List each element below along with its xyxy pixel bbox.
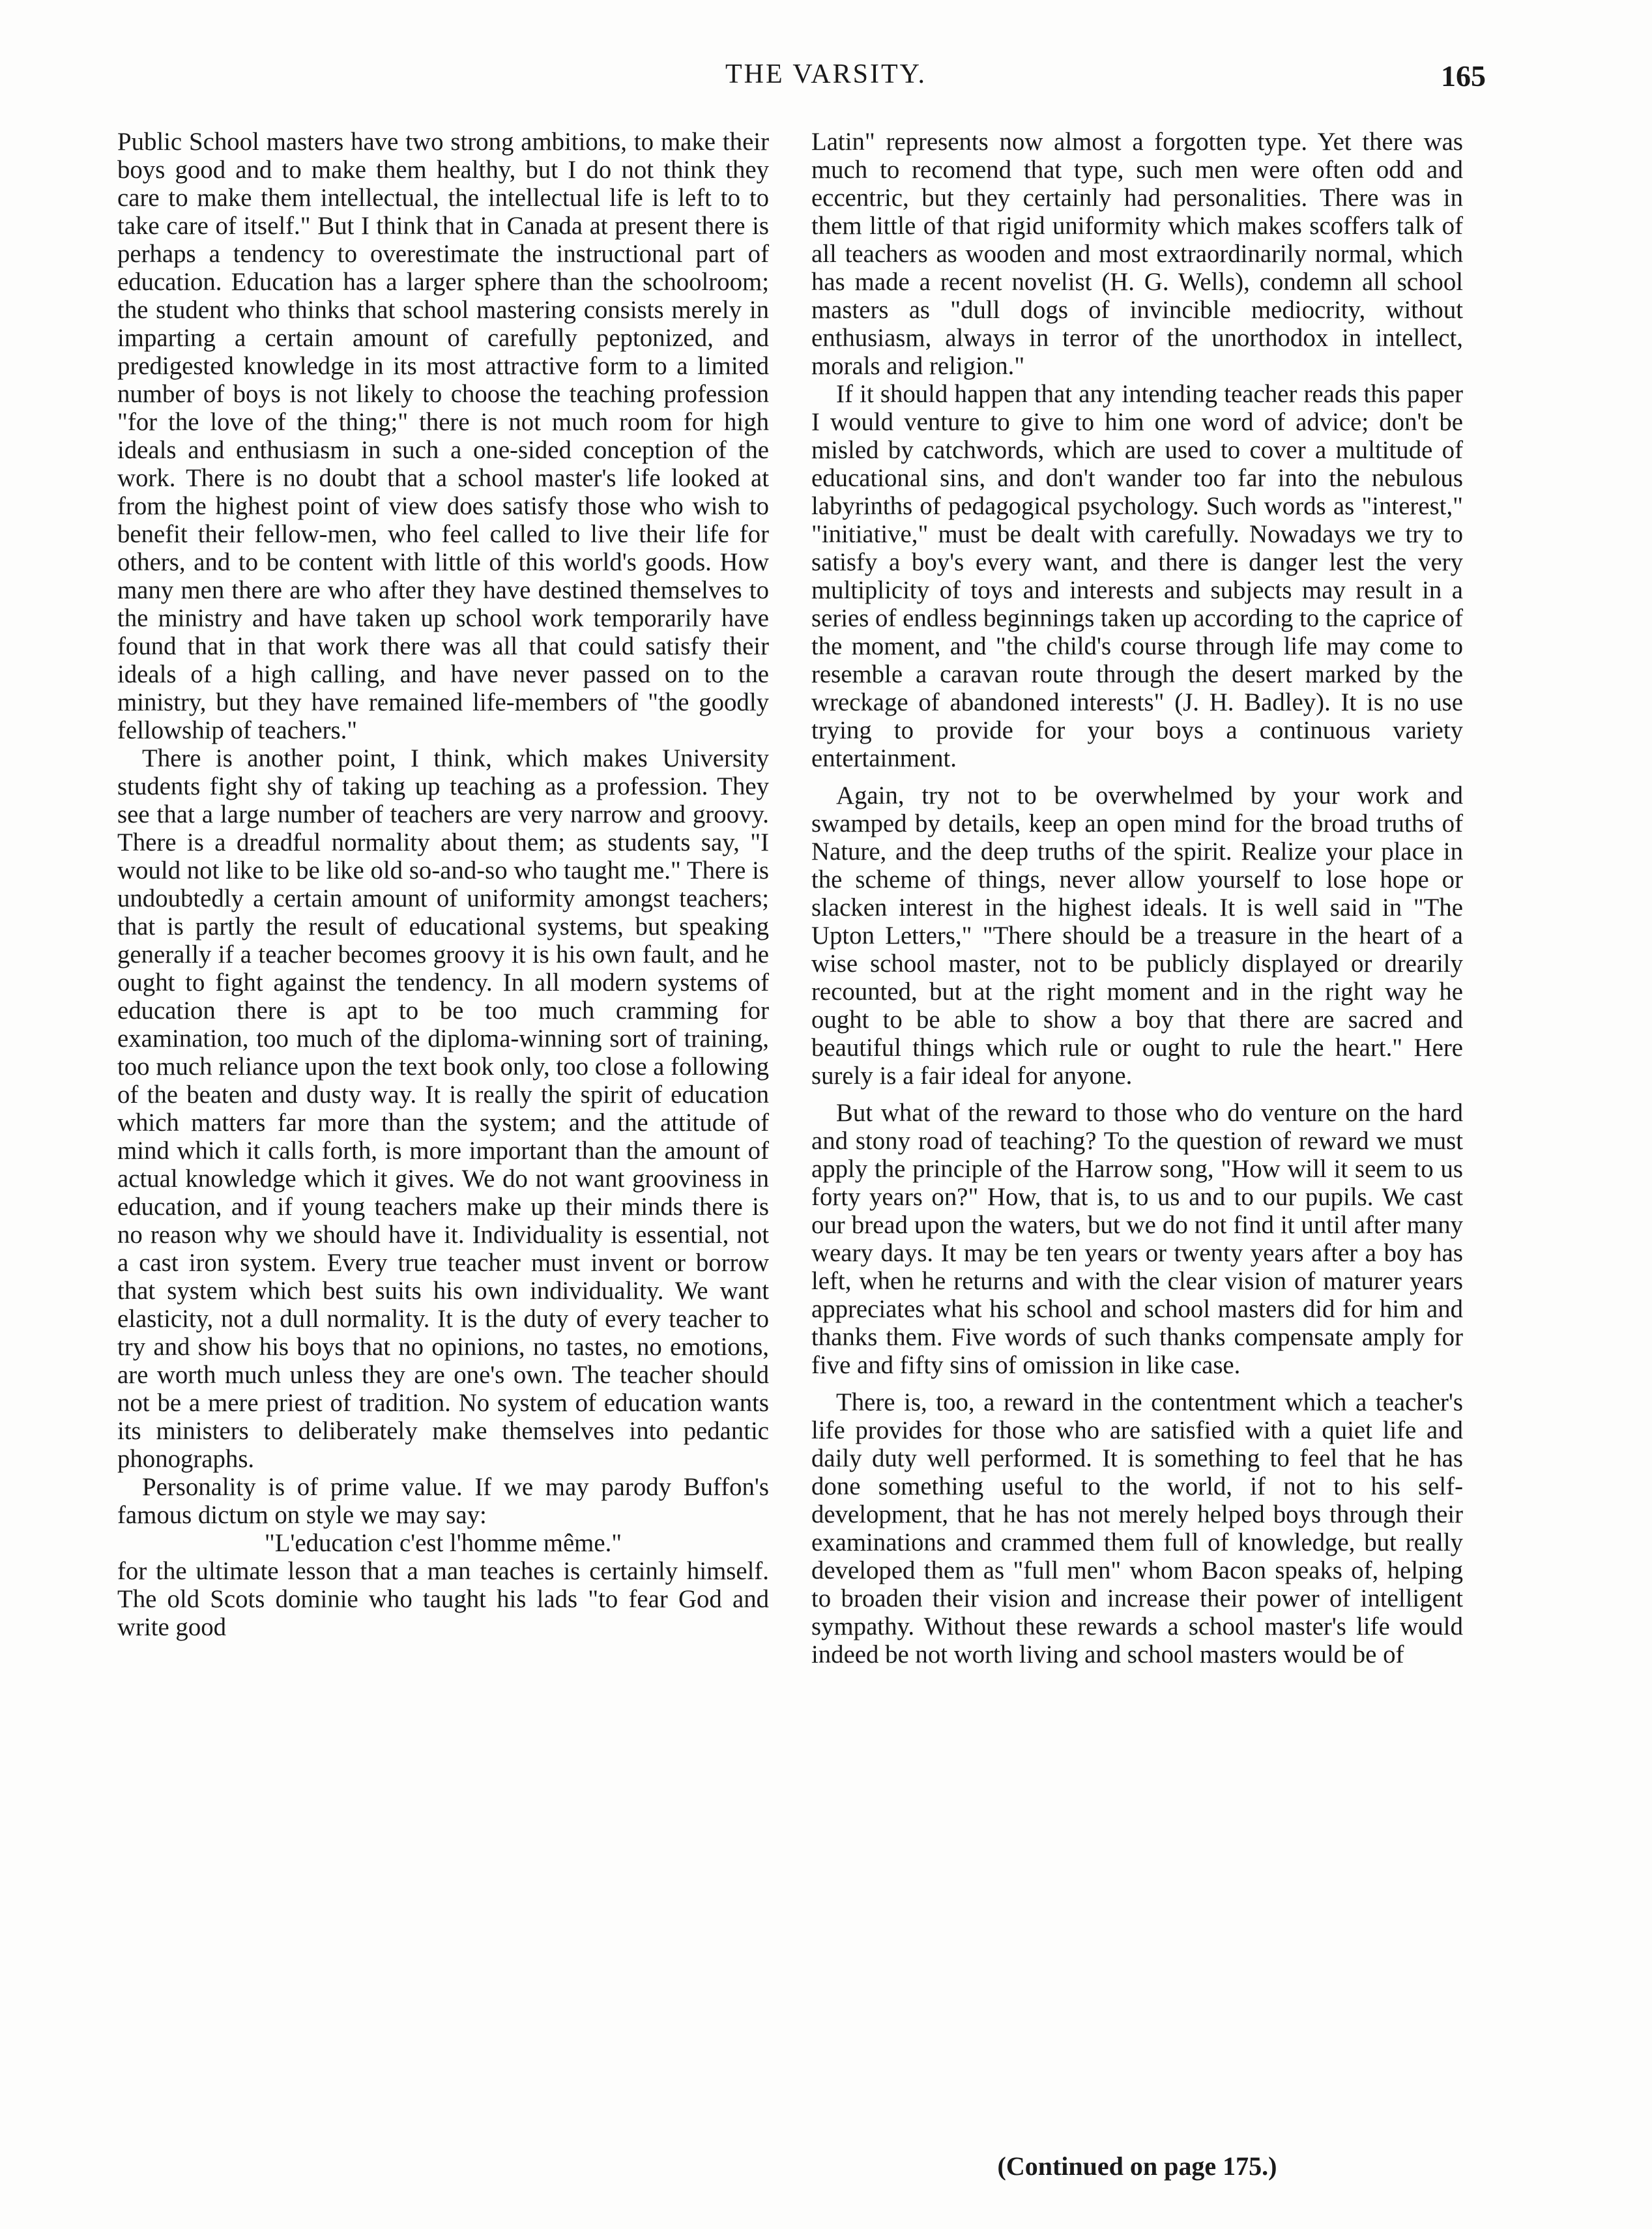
paragraph: If it should happen that any intending teacher reads this paper I would venture to give to him one word of advice; don't be misled by catchwords, which are used to cover a multitude of educational sins, and don't wander too far into the nebulous labyrinths of pedagogical psychology. Such words as "interest," "initiative," must be dealt with carefully. Nowadays we try to satisfy a boy's every want, and there is danger lest the very multiplicity of toys and interests and subjects may result in a series of endless beginnings taken up according to the caprice of the moment, and "the child's course through life may come to resemble a caravan route through the desert marked by the wreckage of abandoned interests" (J. H. Badley). It is no use trying to provide for your boys a continuous variety entertainment. — [811, 380, 1463, 772]
page-number: 165 — [1441, 59, 1486, 93]
paragraph: Personality is of prime value. If we may parody Buffon's famous dictum on style we may say: — [117, 1473, 769, 1529]
paragraph: But what of the reward to those who do venture on the hard and stony road of teaching? To the question of reward we must apply the principle of the Harrow song, "How will it seem to us forty years on?" How, that is, to us and to our pupils. We cast our bread upon the waters, but we do not find it until after many weary days. It may be ten years or twenty years after a boy has left, when he returns and with the clear vision of maturer years appreciates what his school and school masters did for him and thanks them. Five words of such thanks compensate amply for five and fifty sins of omission in like case. — [811, 1099, 1463, 1379]
block-quote: "L'education c'est l'homme même." — [264, 1529, 622, 1557]
paragraph: There is another point, I think, which makes University students fight shy of taking up teaching as a profession. They see that a large number of teachers are very narrow and groovy. There is a dreadful normality about them; as students say, "I would not like to be like old so-and-so who taught me." There is undoubtedly a certain amount of uniformity amongst teachers; that is partly the result of educational systems, but speaking generally if a teacher becomes groovy it is his own fault, and he ought to fight against the tendency. In all modern systems of education there is apt to be too much cramming for examination, too much of the diploma-winning sort of training, too much reliance upon the text book only, too close a following of the beaten and dusty way. It is really the spirit of education which matters far more than the system; and the attitude of mind which it calls forth, is more important than the amount of actual knowledge which it gives. We do not want grooviness in education, and if young teachers make up their minds there is no reason why we should have it. Individuality is essential, not a cast iron system. Every true teacher must invent or borrow that system which best suits his own individuality. We want elasticity, not a dull normality. It is the duty of every teacher to try and show his boys that no opinions, no tastes, no emotions, are worth much unless they are one's own. The teacher should not be a mere priest of tradition. No system of education wants its ministers to deliberately make themselves into pedantic phonographs. — [117, 744, 769, 1473]
paragraph: for the ultimate lesson that a man teaches is certainly himself. The old Scots dominie who taught his lads "to fear God and write good — [117, 1557, 769, 1641]
left-column — [117, 128, 769, 1641]
paragraph: Latin" represents now almost a forgotten type. Yet there was much to recomend that type, such men were often odd and eccentric, but they certainly had personalities. There was in them little of that rigid uniformity which makes scoffers talk of all teachers as wooden and most extraordinarily normal, which has made a recent novelist (H. G. Wells), condemn all school masters as "dull dogs of invincible mediocrity, without enthusiasm, always in terror of the unorthodox in intellect, morals and religion." — [811, 128, 1463, 380]
paragraph: Again, try not to be overwhelmed by your work and swamped by details, keep an open mind for the broad truths of Nature, and the deep truths of the spirit. Realize your place in the scheme of things, never allow yourself to lose hope or slacken interest in the highest ideals. It is well said in "The Upton Letters," "There should be a treasure in the heart of a wise school master, not to be publicly displayed or drearily recounted, but at the right moment and in the right way he ought to be able to show a boy that there are sacred and beautiful things which rule or ought to rule the heart." Here surely is a fair ideal for anyone. — [811, 781, 1463, 1090]
paragraph: Public School masters have two strong ambitions, to make their boys good and to make them healthy, but I do not think they care to make them intellectual, the intellectual life is left to to take care of itself." But I think that in Canada at present there is perhaps a tendency to overestimate the instructional part of education. Education has a larger sphere than the schoolroom; the student who thinks that school mastering consists merely in imparting a certain amount of carefully peptonized, and predigested knowledge in its most attractive form to a limited number of boys is not likely to choose the teaching profession "for the love of the thing;" there is not much room for high ideals and enthusiasm in such a one-sided conception of the work. There is no doubt that a school master's life looked at from the highest point of view does satisfy those who wish to benefit their fellow-men, who feel called to live their life for others, and to be content with little of this world's goods. How many men there are who after they have destined themselves to the ministry and have taken up school work temporarily have found that in that work there was all that could satisfy their ideals of a high calling, and have never passed on to the ministry, but they have remained life-members of "the goodly fellowship of teachers." — [117, 128, 769, 744]
continued-notice: (Continued on page 175.) — [997, 2151, 1277, 2181]
paragraph: There is, too, a reward in the contentment which a teacher's life provides for those who are satisfied with a quiet life and daily duty well performed. It is something to feel that he has done something useful to the world, if not to his self-development, that he has not merely helped boys through their examinations and crammed them full of knowledge, but really developed them as "full men" whom Bacon speaks of, helping to broaden their vision and increase their power of intelligent sympathy. Without these rewards a school master's life would indeed be not worth living and school masters would be of — [811, 1388, 1463, 1668]
right-column — [811, 128, 1463, 1668]
running-head-title: THE VARSITY. — [725, 59, 927, 89]
